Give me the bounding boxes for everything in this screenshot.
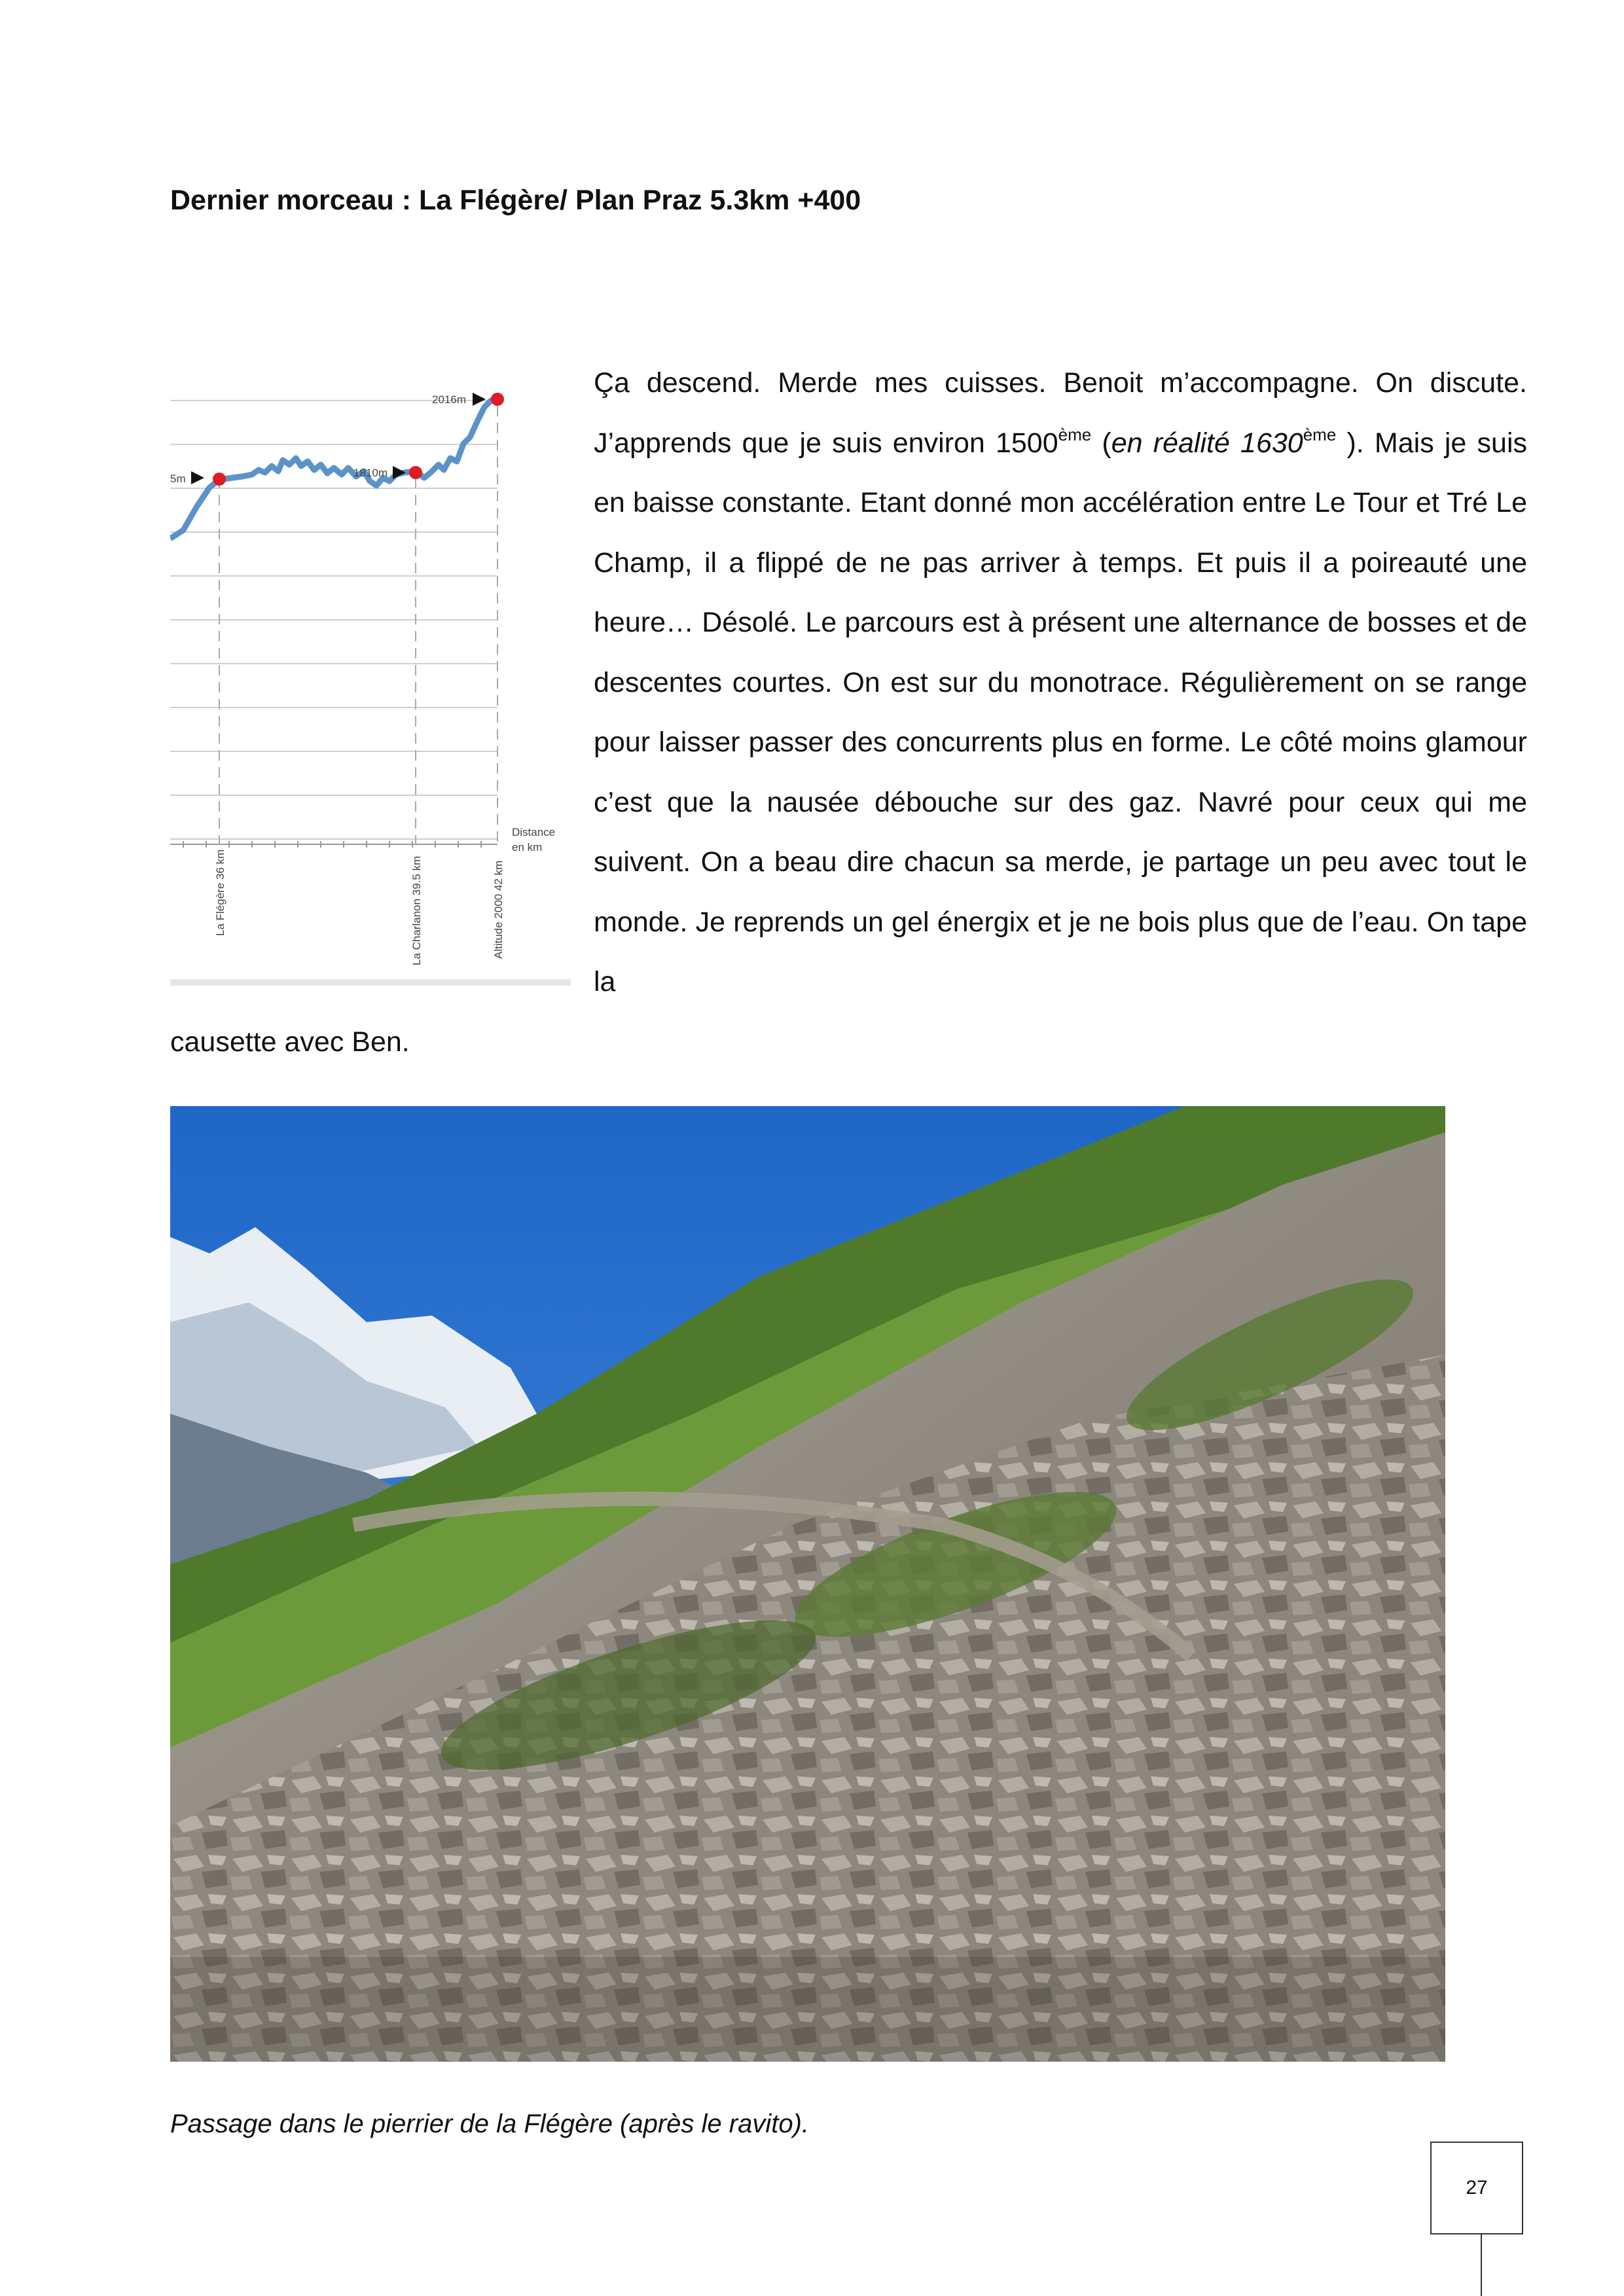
- axis-label: Distance: [512, 826, 556, 838]
- point-label: 2016m: [432, 393, 466, 406]
- section-heading: Dernier morceau : La Flégère/ Plan Praz 5.3km +400: [170, 185, 861, 216]
- tick-label: Altitude 2000 42 km: [492, 860, 505, 959]
- waypoint-marker: [409, 466, 422, 479]
- photo-caption: Passage dans le pierrier de la Flégère (après le ravito).: [170, 2109, 810, 2138]
- flag-icon: [191, 471, 204, 484]
- tick-label: La Charlanon 39.5 km: [410, 855, 423, 965]
- tick-label: La Flégère 36 km: [214, 849, 226, 936]
- page-number: 27: [1430, 2142, 1523, 2234]
- waypoint-marker: [213, 473, 226, 486]
- point-label: 5m: [170, 473, 186, 485]
- axis-label: en km: [512, 841, 543, 853]
- body-paragraph: Ça descend. Merde mes cuisses. Benoit m’accompagne. On discute. J’apprends que je suis environ 1500ème (en réalité 1630ème ). Mais je suis en baisse constante. Etant donné mon accélération entre Le Tour et Tré Le Champ, il a flippé de ne pas arriver à temps. Et puis il a poireauté une heure… Désolé. Le parcours est à présent une alternance de bosses et de descentes courtes. On est sur du monotrace. Régulièrement on se range pour laisser passer des concurrents plus en forme. Le côté moins glamour c’est que la nausée débouche sur des gaz. Navré pour ceux qui me suivent. On a beau dire chacun sa merde, je partage un peu avec tout le monde. Je reprends un gel énergix et je ne bois plus que de l’eau. On tape la: [594, 367, 1527, 997]
- elevation-profile: [170, 367, 571, 988]
- point-label: 1810m: [353, 467, 388, 479]
- body-paragraph-end: causette avec Ben.: [170, 1026, 410, 1058]
- waypoint-marker: [491, 393, 504, 406]
- page-number-stem: [1481, 2234, 1482, 2296]
- flag-icon: [393, 466, 406, 479]
- trail-photo: [170, 1106, 1445, 2062]
